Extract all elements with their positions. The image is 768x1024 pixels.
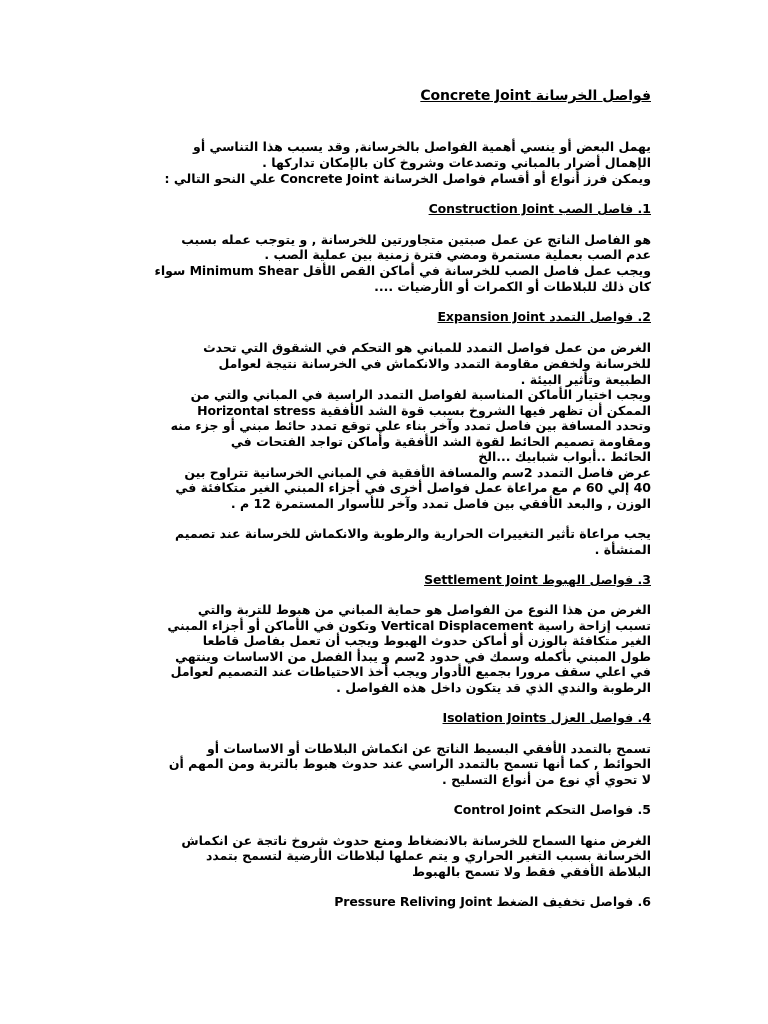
paragraph-line: الغرض من عمل فواصل التمدد للمباني هو التحكم في الشقوق التي تحدث	[203, 340, 651, 355]
paragraph-line: الممكن أن تظهر فيها الشروخ بسبب قوة الشد الأفقية Horizontal stress	[197, 403, 651, 418]
paragraph-line: البلاطة الأفقي فقط ولا تسمح بالهبوط	[412, 864, 651, 879]
section-heading-pressure-reliving-joint: 6. فواصل تخفيف الضغط Pressure Reliving Joint	[334, 894, 651, 909]
paragraph-line: عرض فاصل التمدد 2سم والمسافة الأفقية في المباني الخرسانية تتراوح بين	[184, 465, 651, 480]
paragraph-line: الخرسانة بسبب التغير الحراري و يتم عملها لبلاطات الأرضية لتسمح بتمدد	[205, 848, 651, 863]
paragraph-line: تسمح بالتمدد الأفقي البسيط الناتج عن انكماش البلاطات أو الاساسات أو	[207, 741, 651, 756]
section-heading-control-joint: 5. فواصل التحكم Control Joint	[453, 802, 651, 817]
paragraph-line: الغرض من هذا النوع من الفواصل هو حماية المباني من هبوط للتربة والتي	[197, 602, 651, 617]
section-heading-settlement-joint: 3. فواصل الهبوط Settlement Joint	[424, 572, 651, 587]
section-heading-construction-joint: 1. فاصل الصب Construction Joint	[428, 201, 651, 216]
paragraph-line: يجب مراعاة تأثير التغييرات الحرارية والرطوبة والانكماش للخرسانة عند تصميم	[174, 526, 651, 541]
paragraph-line: الغرض منها السماح للخرسانة بالانضغاط ومنع حدوث شروخ ناتجة عن انكماش	[181, 833, 651, 848]
paragraph-line: الرطوبة والندي الذي قد يتكون داخل هذه الفواصل .	[336, 680, 651, 695]
paragraph-line: في اعلي سقف مرورا بجميع الأدوار ويجب أخذ الاحتياطات عند التصميم لعوامل	[170, 664, 651, 679]
paragraph-line: وتحدد المسافة بين فاصل تمدد وآخر بناء علي توقع تمدد حائط مبني أو جزء منه	[170, 418, 651, 433]
paragraph-line: كان ذلك للبلاطات أو الكمرات أو الأرضيات ....	[374, 279, 651, 294]
intro-line: ويمكن فرز أنواع أو أقسام فواصل الخرسانة Concrete Joint علي النحو التالي :	[164, 171, 651, 186]
paragraph-line: الحوائط , كما أنها تسمح بالتمدد الراسي عند حدوث هبوط بالتربة ومن المهم أن	[168, 756, 651, 771]
paragraph-line: الطبيعة وتأثير البيئة .	[520, 372, 651, 387]
paragraph-line: عدم الصب بعملية مستمرة ومضي فترة زمنية بين عملية الصب .	[264, 247, 651, 262]
paragraph-line: 40 إلي 60 م مع مراعاة عمل فواصل أخرى في أجزاء المبني الغير متكافئة في	[175, 480, 651, 495]
paragraph-line: تسبب إزاحة راسية Vertical Displacement وتكون في الأماكن أو أجزاء المبني	[167, 618, 651, 633]
paragraph-line: لا تحوي أي نوع من أنواع التسليح .	[442, 772, 651, 787]
paragraph-line: هو الفاصل الناتج عن عمل صبتين متجاورتين للخرسانة , و يتوجب عمله بسبب	[181, 232, 651, 247]
paragraph-line: طول المبني بأكمله وسمك في حدود 2سم و يبدأ الفصل من الاساسات وينتهي	[175, 649, 651, 664]
paragraph-line: الحائط ..أبواب شبابيك ...الخ	[478, 449, 651, 464]
paragraph-line: الغير متكافئة بالوزن أو أماكن حدوث الهبوط ويجب أن تعمل بفاصل قاطعا	[202, 633, 651, 648]
intro-line: يهمل البعض أو ينسي أهمية الفواصل بالخرسانة, وقد يسبب هذا التناسي أو	[193, 139, 651, 154]
intro-line: الإهمال أضرار بالمباني وتصدعات وشروخ كان بالإمكان تداركها .	[262, 155, 651, 170]
paragraph-line: المنشأة .	[594, 542, 651, 557]
page-title: فواصل الخرسانة Concrete Joint	[420, 88, 651, 104]
paragraph-line: للخرسانة ولخفض مقاومة التمدد والانكماش في الخرسانة نتيجة لعوامل	[218, 356, 651, 371]
paragraph-line: الوزن , والبعد الأفقي بين فاصل تمدد وآخر للأسوار المستمرة 12 م .	[230, 496, 651, 511]
section-heading-isolation-joints: 4. فواصل العزل Isolation Joints	[442, 710, 651, 725]
paragraph-line: ويجب عمل فاصل الصب للخرسانة في أماكن القص الأقل Minimum Shear سواء	[154, 263, 651, 278]
paragraph-line: ومقاومة تصميم الحائط لقوة الشد الأفقية وأماكن تواجد الفتحات في	[230, 434, 651, 449]
paragraph-line: ويجب اختيار الأماكن المناسبة لفواصل التمدد الراسية في المباني والتي من	[190, 387, 651, 402]
section-heading-expansion-joint: 2. فواصل التمدد Expansion Joint	[437, 309, 651, 324]
